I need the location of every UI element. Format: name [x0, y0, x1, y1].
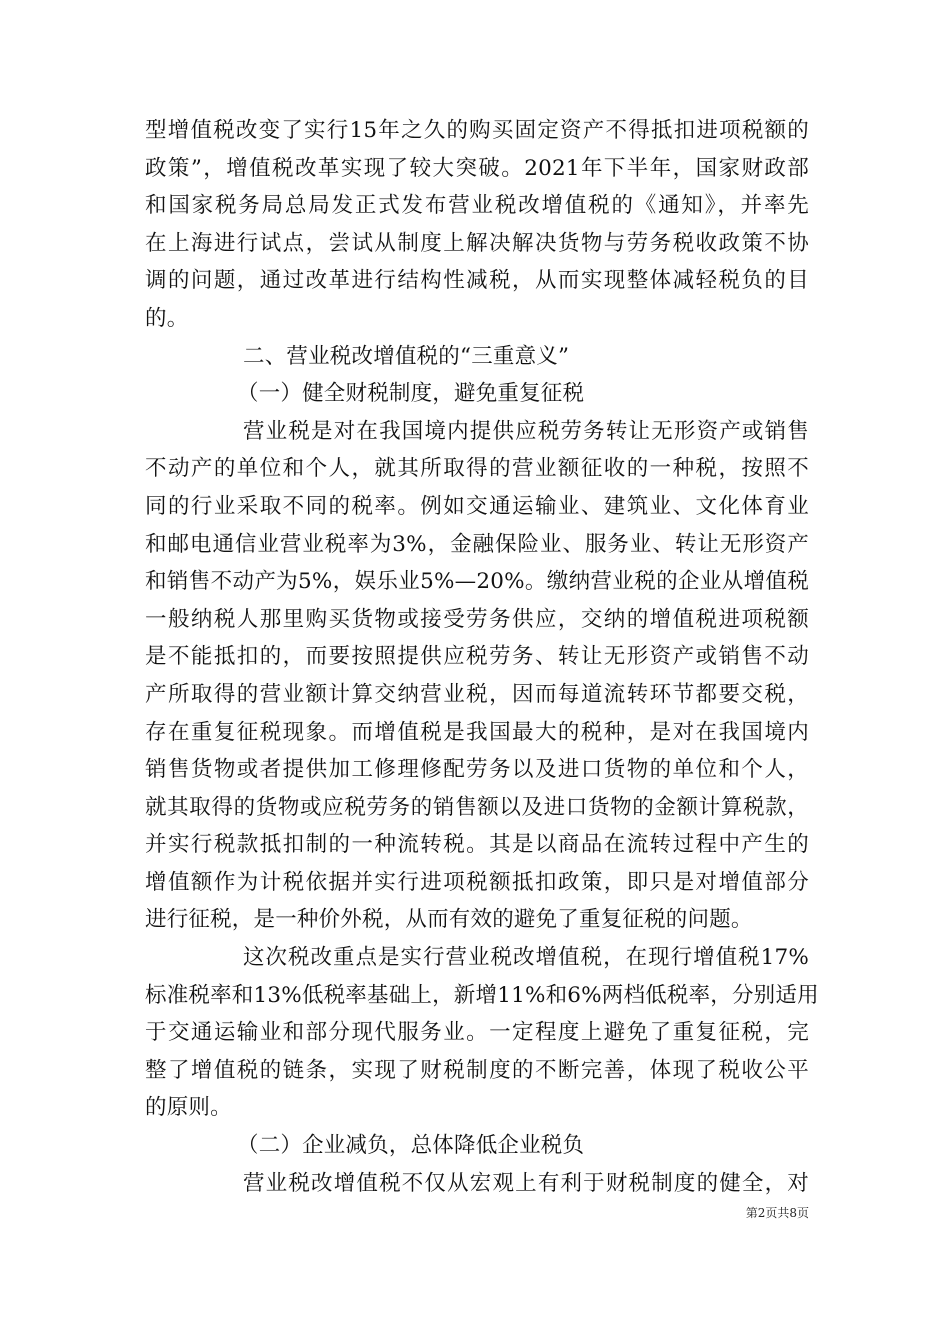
page-number: 第2页共8页 [745, 1206, 809, 1220]
text-line: 存在重复征税现象。而增值税是我国最大的税种，是对在我国境内 [145, 719, 809, 745]
text-line: 在上海进行试点，尝试从制度上解决解决货物与劳务税收政策不协 [145, 230, 809, 256]
text-line: 增值额作为计税依据并实行进项税额抵扣政策，即只是对增值部分 [145, 869, 809, 895]
text-line: 和国家税务局总局发正式发布营业税改增值税的《通知》，并率先 [145, 193, 809, 219]
text-line: 和销售不动产为5%，娱乐业5%—20%。缴纳营业税的企业从增值税 [145, 569, 809, 595]
text-line: 不动产的单位和个人，就其所取得的营业额征收的一种税，按照不 [145, 456, 809, 482]
text-line: 是不能抵扣的，而要按照提供应税劳务、转让无形资产或销售不动 [145, 644, 809, 670]
document-body [145, 112, 819, 1202]
paragraph-first-line: 这次税改重点是实行营业税改增值税，在现行增值税17% [243, 945, 809, 971]
text-line: 进行征税，是一种价外税，从而有效的避免了重复征税的问题。 [145, 907, 753, 933]
text-line: 就其取得的货物或应税劳务的销售额以及进口货物的金额计算税款， [145, 794, 809, 820]
text-line: 并实行税款抵扣制的一种流转税。其是以商品在流转过程中产生的 [145, 832, 809, 858]
subsection-heading: （二）企业减负，总体降低企业税负 [237, 1133, 585, 1159]
text-line: 于交通运输业和部分现代服务业。一定程度上避免了重复征税，完 [145, 1020, 809, 1046]
text-line: 标准税率和13%低税率基础上，新增11%和6%两档低税率，分别适用 [145, 982, 819, 1008]
text-line: 产所取得的营业额计算交纳营业税，因而每道流转环节都要交税， [145, 681, 809, 707]
paragraph-first-line: 营业税是对在我国境内提供应税劳务转让无形资产或销售 [243, 418, 809, 444]
paragraph-first-line: 营业税改增值税不仅从宏观上有利于财税制度的健全，对 [243, 1170, 809, 1196]
text-line: 一般纳税人那里购买货物或接受劳务供应，交纳的增值税进项税额 [145, 606, 809, 632]
text-line: 整了增值税的链条，实现了财税制度的不断完善，体现了税收公平 [145, 1057, 809, 1083]
section-heading: 二、营业税改增值税的“三重意义” [243, 343, 570, 369]
text-line: 调的问题，通过改革进行结构性减税，从而实现整体减轻税负的目 [145, 268, 809, 294]
text-line: 销售货物或者提供加工修理修配劳务以及进口货物的单位和个人， [145, 757, 809, 783]
text-line: 同的行业采取不同的税率。例如交通运输业、建筑业、文化体育业 [145, 493, 809, 519]
text-line: 型增值税改变了实行15年之久的购买固定资产不得抵扣进项税额的 [145, 118, 809, 143]
text-line: 政策”，增值税改革实现了较大突破。2021年下半年，国家财政部 [145, 155, 809, 181]
text-line: 的原则。 [145, 1095, 232, 1121]
subsection-heading: （一）健全财税制度，避免重复征税 [237, 381, 585, 407]
text-line: 的。 [145, 305, 189, 331]
text-line: 和邮电通信业营业税率为3%，金融保险业、服务业、转让无形资产 [145, 531, 809, 557]
